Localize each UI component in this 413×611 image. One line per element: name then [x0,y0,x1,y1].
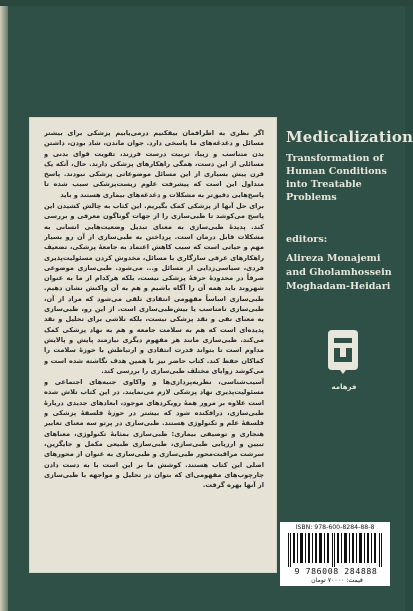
barcode-digits: 9 786008 284888 [294,566,378,576]
barcode-icon [288,533,382,567]
description-paragraph-3: آسیب‌شناسی، نظریه‌پردازی‌ها و واکاوی جنبه‌های اجتماعی و مسئولیت‌پذیری نهاد پزشکی لازم می‌نمایند. در این کتاب تلاش شده است علاوه بر مرور همهٔ رویکردهای موجود، ابعادهای جدیدی دربارهٔ طبی‌سازی، درافکنده شود که بیشتر در حوزهٔ فلسفهٔ پزشکی و فلسفهٔ علم و تکنولوژی هستند. طبی‌سازی در پرتو سه معنای تعابیر هنجاری و توصیفی بیماری: طبی‌سازی بمثابهٔ تکنولوژی، معناهای تبیین و ارزیابی طبی‌سازی، طبی‌سازی طبیعی مکمل و جایگزین، سرشت مراقبت‌محور طبی‌سازی و طبی‌سازی به عنوان از محورهای اصلی این کتاب هستند. کوشش ما بر این است با به دست دادن چارچوب‌های مفهومی‌ای که بتوان در تحلیل و مواجهه با طبی‌سازی از آنها بهره گرفت. [44,378,264,490]
editors-label: editors: [286,234,328,245]
book-title: Medicalization [286,128,413,146]
isbn-text: ISBN: 978-600-8284-88-8 [295,524,375,531]
description-text [44,128,264,564]
top-edge [0,0,413,6]
publisher-logo-icon [326,328,360,376]
editor-line-3: Moghadam-Heidari [286,281,391,292]
description-panel [30,118,276,572]
barcode-panel [280,522,390,586]
description-paragraph-1: اگر نظری به اطرافمان بیفکنیم درمی‌یابیم پزشکی برای بیشتر مسائل و دغدغه‌های ما پاسخی دارد. جوان ماندن، شاد بودن، داشتن بدن متناسب و زیبا، تربیت درست فرزند، تقویت قوای بدنی و مسائلی از این دست، همگی راهکارهای پزشکی دارند. حال، آنکه یک قرن پیش بسیاری از این مسائل موضوعاتی پزشکی نبودند. پاسخ متداول این است که پیشرفت علوم زیست‌پزشکی سبب شده تا پاسخ‌هایی دقیق‌تر به مشکلات و دغدغه‌های بیماری هستند و باید [44,129,264,199]
editor-line-1: Alireza Monajemi [286,253,381,264]
book-subtitle: Transformation of Human Conditions into Treatable Problems [286,153,387,203]
price-text: قیمت: ۷۰۰۰۰ تومان [311,577,363,584]
editors-list [286,252,410,294]
description-paragraph-2: برای حل آنها از پزشکی کمک بگیریم. این کتاب به چالش کشیدن این پاسخ می‌کوشد تا طبی‌سازی را از جهات گوناگون معرفی و بررسی کند. پدیدهٔ طبی‌سازی به معنای تبدیل وضعیت‌هایی انسانی به مشکلات قابل درمان است. پرداختن به طبی‌سازی از آن رو بسیار مهم و حیاتی است که سبب کاهش اعتماد به جامعهٔ پزشکی، تضعیف راهکارهای عرفی سازگاری با مسائل، مخدوش کردن مسئولیت‌پذیری فردی، سیاسی‌زدایی از مسائل و... می‌شود. طبی‌سازی موضوعی صرفاً در محدودهٔ حرفهٔ پزشکی نیست، بلکه هرکدام از ما به عنوان شهروند باید همه آن را آگاه باشیم و هم به آن واکنش نشان دهیم. طبی‌سازی اساساً مفهومی انتقادی تلقی می‌شود که مراد از آن، طبی‌سازی نامناسب یا بیش‌طبی‌سازی است. از این رو، طبی‌سازی به معنای نفی و نقد پزشکی نیست، بلکه تلاشی برای تحلیل و نقد پدیده‌ای است که هم به سلامت جامعه و هم به نهاد پزشکی کمک می‌کند. طبی‌سازی مانند هر مفهوم دیگری نیازمند پایش و پالایش مداوم است تا بتواند قدرت انتقادی و ارتباطش با حوزهٔ سلامت را کماکان حفظ کند. کتاب حاضر نیز با همین هدف نگاشته شده است و می‌کوشد زوایای مختلف طبی‌سازی را بررسی کند. [44,202,264,375]
publisher-name: فرهامه [331,383,357,391]
editor-line-2: and Gholamhossein [286,267,392,278]
